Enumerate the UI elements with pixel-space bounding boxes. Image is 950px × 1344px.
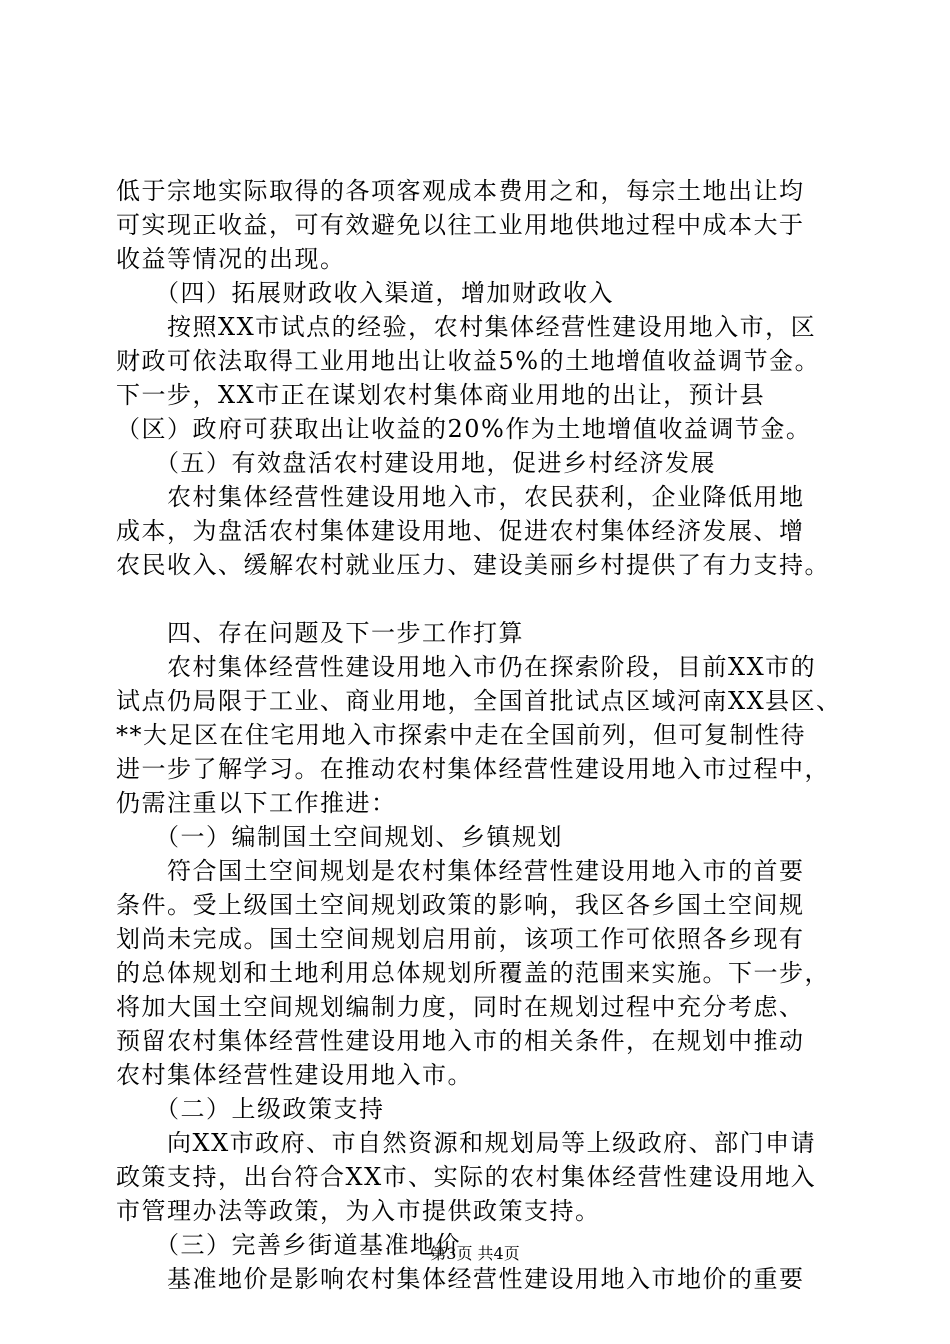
text-line: 进一步了解学习。在推动农村集体经营性建设用地入市过程中，: [116, 755, 830, 783]
text-line: （一）编制国土空间规划、乡镇规划: [116, 823, 563, 851]
text-line: 政策支持，出台符合XX市、实际的农村集体经营性建设用地入: [116, 1163, 817, 1191]
text-line: （二）上级政策支持: [116, 1095, 385, 1123]
text-line: 市管理办法等政策，为入市提供政策支持。: [116, 1197, 601, 1225]
text-line: 仍需注重以下工作推进：: [116, 789, 397, 817]
text-line: 财政可依法取得工业用地出让收益5%的土地增值收益调节金。: [116, 347, 821, 375]
text-line: 收益等情况的出现。: [116, 245, 346, 273]
text-line: （五）有效盘活农村建设用地，促进乡村经济发展: [116, 449, 716, 477]
text-line: 划尚未完成。国土空间规划启用前，该项工作可依照各乡现有: [116, 925, 805, 953]
text-line: 将加大国土空间规划编制力度，同时在规划过程中充分考虑、: [116, 993, 805, 1021]
blank-line: [116, 582, 836, 616]
text-line: 符合国土空间规划是农村集体经营性建设用地入市的首要: [116, 857, 805, 885]
text-line: （四）拓展财政收入渠道，增加财政收入: [116, 279, 614, 307]
text-line: 低于宗地实际取得的各项客观成本费用之和，每宗土地出让均: [116, 177, 805, 205]
text-line: 试点仍局限于工业、商业用地，全国首批试点区域河南XX县区、: [116, 687, 842, 715]
text-line: 的总体规划和土地利用总体规划所覆盖的范围来实施。下一步，: [116, 959, 830, 987]
text-line: 下一步，XX市正在谋划农村集体商业用地的出让，预计县: [116, 381, 766, 409]
text-line: （三）完善乡街道基准地价: [116, 1231, 461, 1259]
text-line: 农村集体经营性建设用地入市。: [116, 1061, 473, 1089]
text-line: 成本，为盘活农村集体建设用地、促进农村集体经济发展、增: [116, 517, 805, 545]
document-body: [116, 174, 842, 1296]
text-line: 按照XX市试点的经验，农村集体经营性建设用地入市，区: [116, 313, 817, 341]
text-line: 预留农村集体经营性建设用地入市的相关条件，在规划中推动: [116, 1027, 805, 1055]
text-line: 条件。受上级国土空间规划政策的影响，我区各乡国土空间规: [116, 891, 805, 919]
text-line: 四、存在问题及下一步工作打算: [116, 619, 524, 647]
text-line: 基准地价是影响农村集体经营性建设用地入市地价的重要: [116, 1265, 805, 1293]
text-line: 农村集体经营性建设用地入市，农民获利，企业降低用地: [116, 483, 805, 511]
page-footer: 第3页 共4页: [430, 1244, 520, 1263]
text-line: 可实现正收益，可有效避免以往工业用地供地过程中成本大于: [116, 211, 805, 239]
text-line: 向XX市政府、市自然资源和规划局等上级政府、部门申请: [116, 1129, 817, 1157]
text-line: **大足区在住宅用地入市探索中走在全国前列，但可复制性待: [116, 721, 806, 749]
text-line: 农民收入、缓解农村就业压力、建设美丽乡村提供了有力支持。: [116, 551, 830, 579]
text-line: 农村集体经营性建设用地入市仍在探索阶段，目前XX市的: [116, 653, 817, 681]
text-line: （区）政府可获取出让收益的20%作为土地增值收益调节金。: [116, 415, 812, 443]
